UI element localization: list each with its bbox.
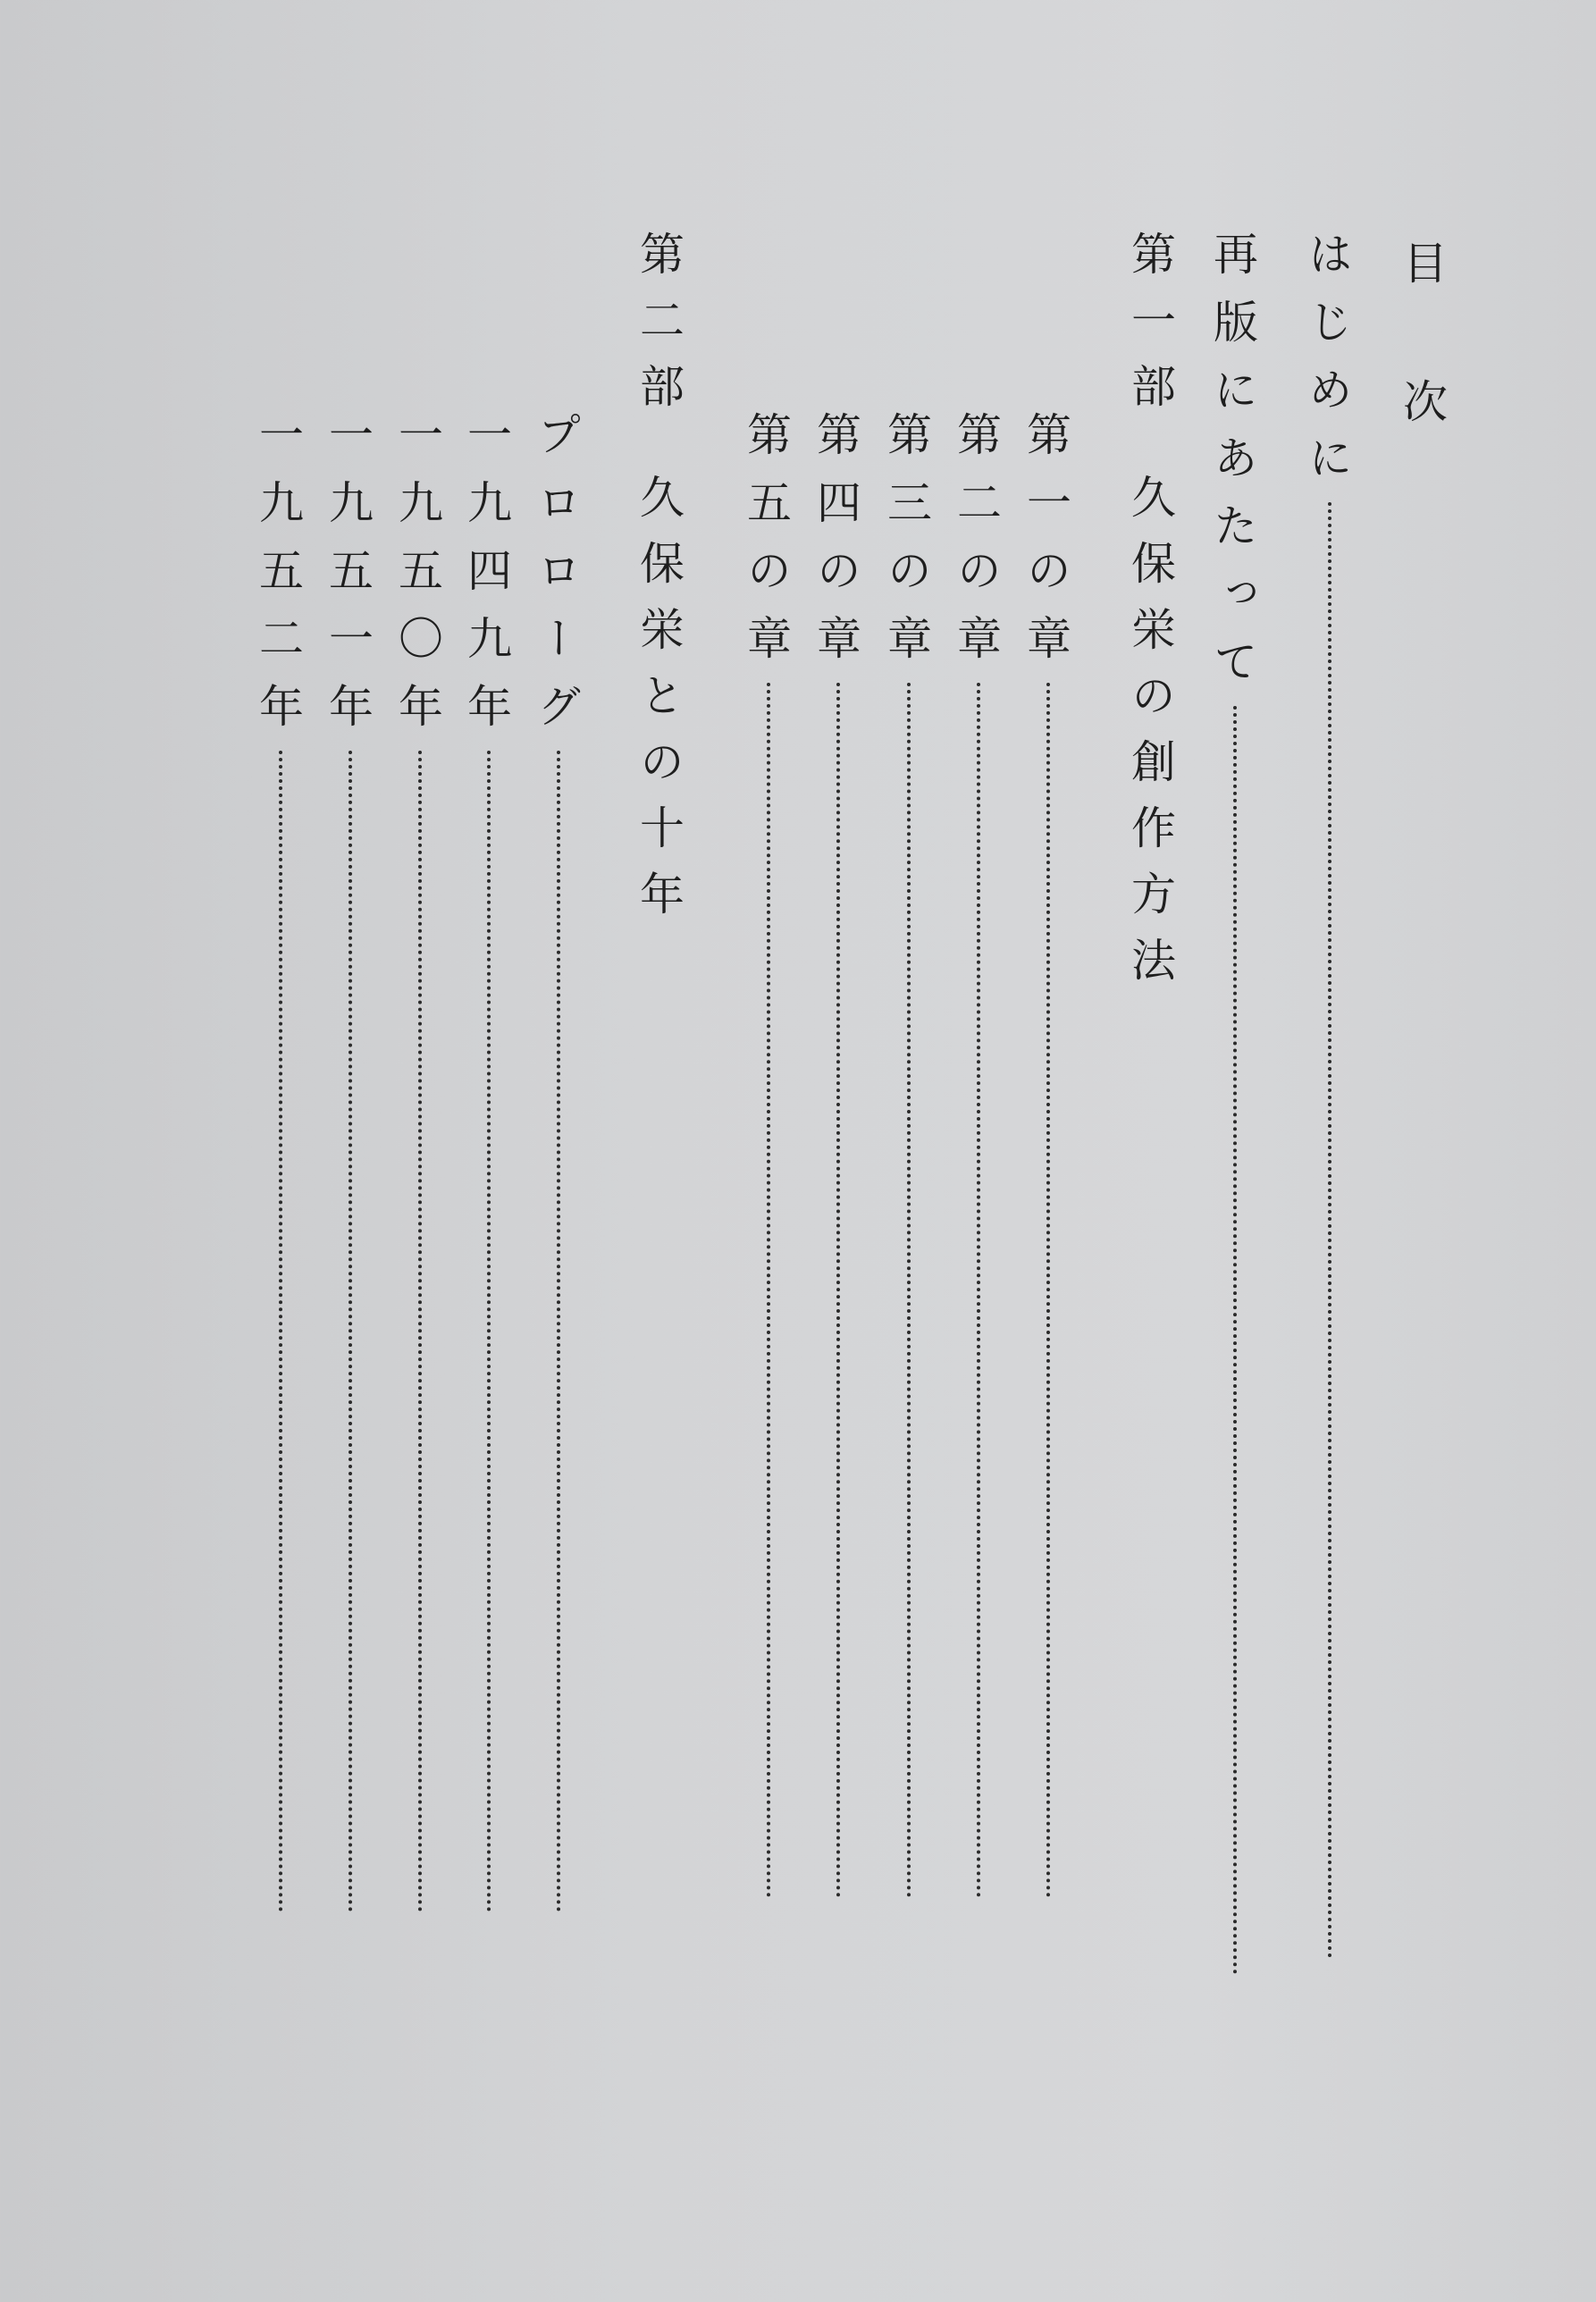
toc-leader-dots [1041,683,1050,1898]
toc-leader-dots [761,683,770,1898]
toc-part-label: 第二部 [633,231,685,429]
toc-leader-dots [551,751,560,1912]
toc-leader-dots [343,751,352,1912]
toc-entry-1951[interactable] [323,411,372,2302]
toc-entry-label: 再版にあたって [1206,231,1258,706]
toc-entry-chapter-5[interactable] [742,411,790,2302]
toc-entry-1952[interactable] [254,411,302,2302]
toc-part-subtitle: 久保栄の創作方法 [1124,474,1176,1003]
toc-title-char-1: 目 [1403,238,1448,290]
toc-part-1-heading [1124,231,1176,2121]
toc-entry-1949[interactable] [462,411,510,2302]
toc-entry-label: 第二の章 [950,411,1002,683]
toc-leader-dots [273,751,282,1912]
toc-leader-dots [482,751,491,1912]
toc-part-subtitle: 久保栄との十年 [633,474,685,937]
toc-entry-label: 一九五二年 [252,411,304,751]
toc-entry-label: 第三の章 [880,411,932,683]
toc-leader-dots [971,683,980,1898]
toc-entry-label: 第五の章 [740,411,792,683]
toc-leader-dots [1323,502,1331,1959]
toc-part-2-heading [633,231,685,2121]
toc-entry-label: 一九四九年 [460,411,512,751]
toc-leader-dots [413,751,422,1912]
toc-entry-saihan[interactable] [1208,231,1256,2121]
toc-entry-chapter-2[interactable] [952,411,1000,2302]
toc-leader-dots [1228,706,1237,1975]
toc-entry-label: 一九五一年 [322,411,374,751]
toc-entry-hajimeni[interactable] [1303,231,1351,2121]
toc-entry-label: 第一の章 [1020,411,1071,683]
toc-entry-label: 一九五〇年 [391,411,443,751]
toc-leader-dots [902,683,911,1898]
toc-entry-1950[interactable] [393,411,441,2302]
toc-entry-label: 第四の章 [810,411,861,683]
toc-entry-chapter-3[interactable] [882,411,930,2302]
toc-entry-prologue[interactable] [532,411,580,2302]
toc-entry-label: プロローグ [530,411,582,751]
toc-part-label: 第一部 [1124,231,1176,429]
toc-entry-label: はじめに [1301,231,1353,502]
toc-leader-dots [831,683,840,1898]
toc-title-char-2: 次 [1403,376,1448,428]
toc-entry-chapter-4[interactable] [811,411,860,2302]
toc-entry-chapter-1[interactable] [1021,411,1070,2302]
